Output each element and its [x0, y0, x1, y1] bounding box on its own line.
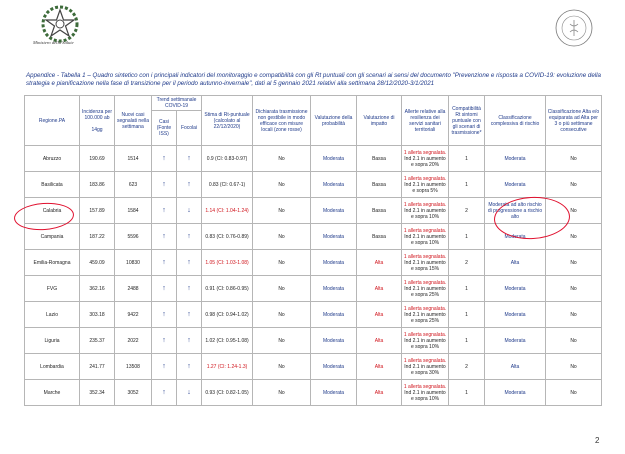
cell-compat: 1: [449, 224, 485, 250]
col-trend: Trend settimanale COVID-19: [152, 96, 202, 111]
alert-label: 1 allerta segnalata.: [403, 227, 447, 234]
cell-high-risk: No: [546, 276, 602, 302]
cell-high-risk: No: [546, 354, 602, 380]
cell-trend-iss: ↑: [152, 146, 177, 172]
alert-detail: Ind 2.1 in aumento e sopra 30%: [404, 363, 446, 376]
cell-transmission: No: [253, 146, 311, 172]
cell-region: Basilicata: [25, 172, 80, 198]
cell-trend-focolai: ↑: [177, 224, 202, 250]
cell-impact: Bassa: [357, 172, 402, 198]
cell-transmission: No: [253, 354, 311, 380]
cell-transmission: No: [253, 224, 311, 250]
table-row: [25, 328, 602, 354]
alert-label: 1 allerta segnalata.: [403, 175, 447, 182]
cell-alerts: [402, 380, 449, 406]
cell-trend-iss: ↑: [152, 224, 177, 250]
cell-trend-focolai: ↑: [177, 172, 202, 198]
cell-high-risk: No: [546, 328, 602, 354]
cell-risk: Moderata ad alto rischio di progressione a rischio alto: [485, 198, 546, 224]
cell-rt: 0.83 (CI: 0.76-0.89): [202, 224, 253, 250]
cell-rt: 0.98 (CI: 0.94-1.02): [202, 302, 253, 328]
col-compat: Compatibilità Rt sintomi puntuale con gli scenari di trasmissione*: [449, 96, 485, 146]
cell-rt: 1.14 (CI: 1.04-1.24): [202, 198, 253, 224]
cell-new-cases: 5596: [115, 224, 152, 250]
institute-seal-icon: [548, 6, 600, 50]
cell-region: Lombardia: [25, 354, 80, 380]
cell-trend-iss: ↑: [152, 276, 177, 302]
col-probability: Valutazione della probabilità: [311, 96, 357, 146]
cell-region: Abruzzo: [25, 146, 80, 172]
cell-probability: Moderata: [311, 146, 357, 172]
cell-compat: 1: [449, 276, 485, 302]
alert-detail: Ind 2.1 in aumento e sopra 10%: [404, 337, 446, 350]
cell-probability: Moderata: [311, 198, 357, 224]
cell-trend-focolai: ↑: [177, 250, 202, 276]
cell-incidence: 183.86: [80, 172, 115, 198]
cell-alerts: [402, 354, 449, 380]
col-incidence: [80, 96, 115, 146]
cell-risk: Moderata: [485, 146, 546, 172]
cell-high-risk: No: [546, 224, 602, 250]
cell-new-cases: 623: [115, 172, 152, 198]
cell-rt: 1.05 (CI: 1.03-1.08): [202, 250, 253, 276]
cell-risk: Alta: [485, 354, 546, 380]
cell-transmission: No: [253, 276, 311, 302]
cell-incidence: 352.34: [80, 380, 115, 406]
cell-transmission: No: [253, 328, 311, 354]
cell-transmission: No: [253, 302, 311, 328]
cell-trend-iss: ↑: [152, 354, 177, 380]
cell-incidence: 459.09: [80, 250, 115, 276]
cell-impact: Bassa: [357, 224, 402, 250]
cell-probability: Moderata: [311, 328, 357, 354]
cell-risk: Moderata: [485, 328, 546, 354]
cell-trend-focolai: ↑: [177, 302, 202, 328]
table-caption: Appendice - Tabella 1 – Quadro sintetico con i principali indicatori del monitoraggio e compatibilità con gli Rt puntuali con gli scenari ai sensi del documento "Prevenzione e risposta a COVID-19: evoluzione della strategia e pianificazione nella fase di transizione per il periodo autunno-invernale", dati al 5 gennaio 2021 relativi alla settimana 28/12/2020-3/1/2021: [26, 72, 601, 87]
table-row: [25, 172, 602, 198]
alert-label: 1 allerta segnalata.: [403, 149, 447, 156]
cell-high-risk: No: [546, 302, 602, 328]
cell-risk: Moderata: [485, 276, 546, 302]
col-region: Regione.PA: [25, 96, 80, 146]
cell-region: Lazio: [25, 302, 80, 328]
cell-new-cases: 10830: [115, 250, 152, 276]
indicators-table: [24, 95, 602, 406]
cell-impact: Bassa: [357, 198, 402, 224]
cell-trend-focolai: ↑: [177, 146, 202, 172]
col-trend-iss: Casi (Fonte ISS): [152, 111, 177, 146]
cell-impact: Alta: [357, 302, 402, 328]
col-incidence-label: Incidenza per 100.000 ab: [81, 108, 113, 121]
cell-alerts: [402, 302, 449, 328]
table-row: [25, 276, 602, 302]
col-impact: Valutazione di impatto: [357, 96, 402, 146]
cell-probability: Moderata: [311, 380, 357, 406]
alert-label: 1 allerta segnalata.: [403, 357, 447, 364]
cell-risk: Moderata: [485, 224, 546, 250]
cell-trend-iss: ↑: [152, 380, 177, 406]
cell-trend-iss: ↑: [152, 302, 177, 328]
cell-incidence: 303.18: [80, 302, 115, 328]
col-trend-focolai: Focolai: [177, 111, 202, 146]
table-row: [25, 354, 602, 380]
alert-label: 1 allerta segnalata.: [403, 383, 447, 390]
alert-detail: Ind 2.1 in aumento e sopra 20%: [404, 155, 446, 168]
cell-compat: 1: [449, 380, 485, 406]
cell-incidence: 235.37: [80, 328, 115, 354]
alert-detail: Ind 2.1 in aumento e sopra 25%: [404, 285, 446, 298]
cell-compat: 1: [449, 172, 485, 198]
cell-new-cases: 2022: [115, 328, 152, 354]
cell-alerts: [402, 224, 449, 250]
cell-risk: Moderata: [485, 172, 546, 198]
cell-alerts: [402, 276, 449, 302]
cell-risk: Moderata: [485, 302, 546, 328]
cell-high-risk: No: [546, 198, 602, 224]
cell-trend-iss: ↑: [152, 250, 177, 276]
cell-probability: Moderata: [311, 302, 357, 328]
cell-incidence: 190.69: [80, 146, 115, 172]
col-incidence-sub: 14gg: [91, 126, 103, 133]
page-number: 2: [595, 436, 600, 445]
cell-impact: Alta: [357, 328, 402, 354]
cell-compat: 2: [449, 354, 485, 380]
cell-region: Marche: [25, 380, 80, 406]
cell-probability: Moderata: [311, 172, 357, 198]
col-transmission: Dichiarata trasmissione non gestibile in modo efficace con misure locali (zone rosse): [253, 96, 311, 146]
cell-impact: Bassa: [357, 146, 402, 172]
cell-new-cases: 9422: [115, 302, 152, 328]
table-row: [25, 302, 602, 328]
cell-rt: 1.02 (CI: 0.95-1.08): [202, 328, 253, 354]
alert-label: 1 allerta segnalata.: [403, 253, 447, 260]
alert-label: 1 allerta segnalata.: [403, 305, 447, 312]
cell-incidence: 362.16: [80, 276, 115, 302]
cell-region: Calabria: [25, 198, 80, 224]
cell-impact: Alta: [357, 380, 402, 406]
cell-compat: 2: [449, 250, 485, 276]
cell-probability: Moderata: [311, 224, 357, 250]
cell-trend-focolai: ↑: [177, 328, 202, 354]
cell-rt: 0.93 (CI: 0.82-1.05): [202, 380, 253, 406]
alert-detail: Ind 2.1 in aumento e sopra 10%: [404, 207, 446, 220]
cell-region: FVG: [25, 276, 80, 302]
alert-detail: Ind 2.1 in aumento e sopra 10%: [404, 233, 446, 246]
cell-impact: Alta: [357, 276, 402, 302]
cell-risk: Moderata: [485, 380, 546, 406]
cell-new-cases: 1514: [115, 146, 152, 172]
table-row: [25, 146, 602, 172]
institute-seal: [548, 6, 600, 50]
alert-detail: Ind 2.1 in aumento e sopra 25%: [404, 311, 446, 324]
cell-alerts: [402, 198, 449, 224]
cell-alerts: [402, 328, 449, 354]
cell-new-cases: 1584: [115, 198, 152, 224]
alert-label: 1 allerta segnalata.: [403, 331, 447, 338]
cell-high-risk: No: [546, 146, 602, 172]
col-alerts: Allerte relative alla resilienza dei servizi sanitari territoriali: [402, 96, 449, 146]
col-risk: Classificazione complessiva di rischio: [485, 96, 546, 146]
cell-impact: Alta: [357, 354, 402, 380]
table-row: [25, 250, 602, 276]
cell-compat: 1: [449, 302, 485, 328]
cell-incidence: 157.89: [80, 198, 115, 224]
cell-trend-focolai: ↓: [177, 380, 202, 406]
cell-high-risk: No: [546, 380, 602, 406]
cell-new-cases: 2488: [115, 276, 152, 302]
cell-alerts: [402, 172, 449, 198]
cell-transmission: No: [253, 380, 311, 406]
cell-high-risk: No: [546, 250, 602, 276]
cell-compat: 1: [449, 146, 485, 172]
cell-incidence: 187.22: [80, 224, 115, 250]
cell-compat: 1: [449, 328, 485, 354]
cell-trend-focolai: ↑: [177, 354, 202, 380]
cell-new-cases: 13508: [115, 354, 152, 380]
cell-new-cases: 3052: [115, 380, 152, 406]
cell-transmission: No: [253, 198, 311, 224]
cell-alerts: [402, 146, 449, 172]
cell-region: Liguria: [25, 328, 80, 354]
cell-trend-focolai: ↑: [177, 276, 202, 302]
alert-label: 1 allerta segnalata.: [403, 201, 447, 208]
col-new-cases: Nuovi casi segnalati nella settimana: [115, 96, 152, 146]
alert-label: 1 allerta segnalata.: [403, 279, 447, 286]
cell-transmission: No: [253, 172, 311, 198]
cell-high-risk: No: [546, 172, 602, 198]
alert-detail: Ind 2.1 in aumento e sopra 5%: [404, 181, 446, 194]
col-rt: Stima di Rt-puntuale (calcolato al 22/12/2020): [202, 96, 253, 146]
cell-incidence: 241.77: [80, 354, 115, 380]
cell-rt: 1.27 (CI: 1.24-1.3): [202, 354, 253, 380]
cell-rt: 0.9 (CI: 0.83-0.97): [202, 146, 253, 172]
cell-probability: Moderata: [311, 250, 357, 276]
cell-probability: Moderata: [311, 276, 357, 302]
cell-alerts: [402, 250, 449, 276]
cell-rt: 0.91 (CI: 0.86-0.95): [202, 276, 253, 302]
col-high-risk: Classificazione Alta e/o equiparata ad Alta per 3 o più settimane consecutive: [546, 96, 602, 146]
cell-probability: Moderata: [311, 354, 357, 380]
cell-trend-focolai: ↓: [177, 198, 202, 224]
cell-compat: 2: [449, 198, 485, 224]
alert-detail: Ind 2.1 in aumento e sopra 10%: [404, 389, 446, 402]
cell-trend-iss: ↑: [152, 198, 177, 224]
ministry-name: Ministero della Salute: [33, 40, 74, 45]
cell-impact: Alta: [357, 250, 402, 276]
cell-trend-iss: ↑: [152, 328, 177, 354]
cell-trend-iss: ↑: [152, 172, 177, 198]
cell-risk: Alta: [485, 250, 546, 276]
alert-detail: Ind 2.1 in aumento e sopra 15%: [404, 259, 446, 272]
cell-region: Campania: [25, 224, 80, 250]
cell-transmission: No: [253, 250, 311, 276]
table-row: [25, 380, 602, 406]
cell-region: Emilia-Romagna: [25, 250, 80, 276]
cell-rt: 0.83 (CI: 0.67-1): [202, 172, 253, 198]
